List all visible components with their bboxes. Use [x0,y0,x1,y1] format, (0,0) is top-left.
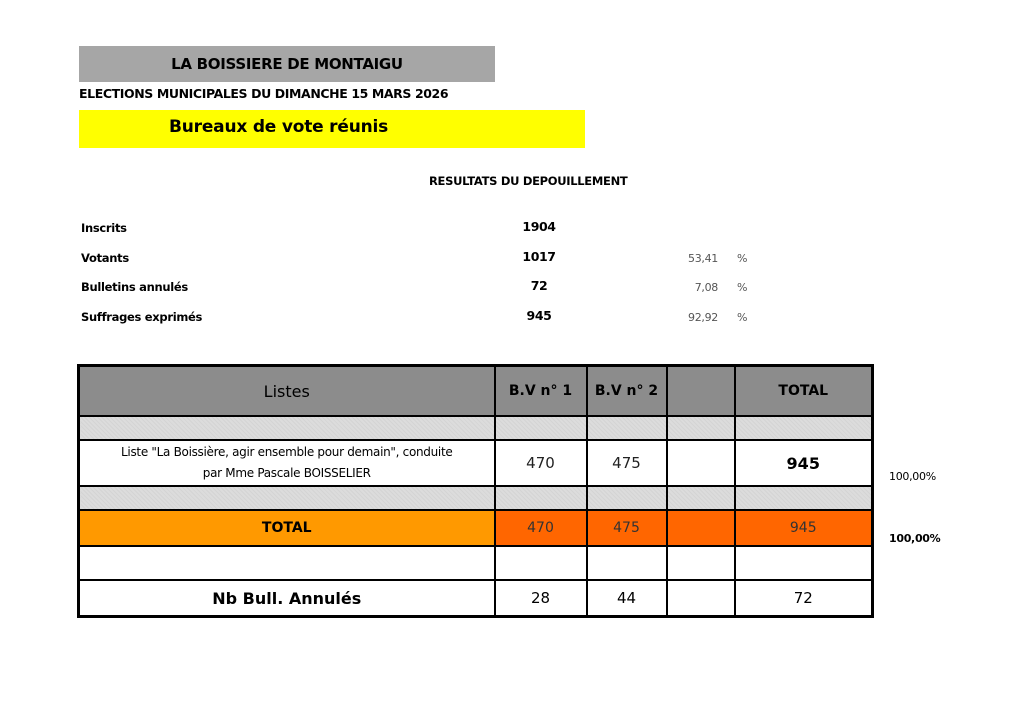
stat-value-inscrits: 1904 [522,219,556,234]
annules-blank [667,580,735,617]
spacer-cell [495,486,587,510]
spacer-cell [667,416,735,440]
spacer-cell [587,486,667,510]
election-title: ELECTIONS MUNICIPALES DU DIMANCHE 15 MARS 2026 [79,86,449,101]
liste-name-line2: par Mme Pascale BOISSELIER [202,466,371,480]
spacer-cell [495,416,587,440]
spacer-cell [587,416,667,440]
annules-bv1: 28 [495,580,587,617]
liste-name [79,440,495,486]
stat-label-exprimes: Suffrages exprimés [81,310,203,324]
total-pct: 100,00% [889,532,941,545]
table-spacer-row [79,416,873,440]
blank-cell [735,546,873,580]
header-total: TOTAL [735,366,873,417]
total-blank [667,510,735,546]
stat-value-votants: 1017 [522,249,556,264]
table-row-total [79,510,873,546]
stat-value-exprimes: 945 [526,308,552,323]
total-label: TOTAL [79,510,495,546]
stat-pct-exprimes: 92,92 [688,311,718,324]
annules-total: 72 [735,580,873,617]
table-blank-row [79,546,873,580]
total-total: 945 [735,510,873,546]
spacer-cell [735,416,873,440]
blank-cell [667,546,735,580]
header-bv2: B.V n° 2 [587,366,667,417]
stat-label-annules: Bulletins annulés [81,280,188,294]
table-row-liste [79,440,873,486]
blank-cell [79,546,495,580]
liste-pct: 100,00% [889,470,936,483]
stat-pct-votants: 53,41 [688,252,718,265]
stat-label-inscrits: Inscrits [81,221,127,235]
total-bv2: 475 [587,510,667,546]
section-title: RESULTATS DU DEPOUILLEMENT [429,174,628,188]
header-bv1: B.V n° 1 [495,366,587,417]
stat-pct-sign-annules: % [737,281,748,294]
liste-name-line1: Liste "La Boissière, agir ensemble pour demain", conduite [121,445,453,459]
stat-pct-sign-exprimes: % [737,311,748,324]
table-header-row [79,366,873,417]
liste-blank [667,440,735,486]
spacer-cell [735,486,873,510]
table-spacer-row [79,486,873,510]
spacer-cell [79,486,495,510]
annules-bv2: 44 [587,580,667,617]
results-table [77,364,874,618]
liste-bv1: 470 [495,440,587,486]
total-bv1: 470 [495,510,587,546]
header-blank [667,366,735,417]
stat-pct-sign-votants: % [737,252,748,265]
spacer-cell [667,486,735,510]
blank-cell [587,546,667,580]
annules-label: Nb Bull. Annulés [79,580,495,617]
header-listes: Listes [79,366,495,417]
blank-cell [495,546,587,580]
bureaux-label: Bureaux de vote réunis [169,117,389,137]
liste-bv2: 475 [587,440,667,486]
liste-total: 945 [735,440,873,486]
stat-value-annules: 72 [530,278,548,293]
commune-title: LA BOISSIERE DE MONTAIGU [79,46,495,82]
spacer-cell [79,416,495,440]
stat-label-votants: Votants [81,251,129,265]
stat-pct-annules: 7,08 [694,281,718,294]
table-row-annules [79,580,873,617]
bureaux-banner [79,110,585,148]
